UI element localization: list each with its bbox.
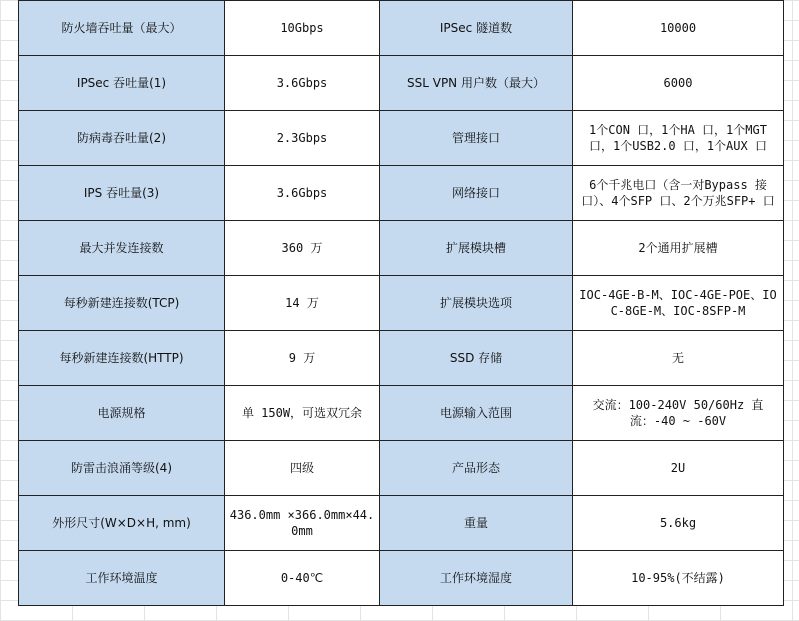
spec-table [18,0,784,606]
spec-value-cell: 2U [573,441,784,496]
spec-value-cell: 2个通用扩展槽 [573,221,784,276]
spec-value-cell: 无 [573,331,784,386]
spec-label-cell: IPSec 隧道数 [380,1,573,56]
spec-label-cell: 扩展模块槽 [380,221,573,276]
spec-value-cell: 360 万 [225,221,380,276]
spec-label-cell: SSD 存储 [380,331,573,386]
spec-label-cell: 产品形态 [380,441,573,496]
table-row [19,111,784,166]
spec-value-cell: 9 万 [225,331,380,386]
spec-value-cell: 单 150W，可选双冗余 [225,386,380,441]
spec-label-cell: 网络接口 [380,166,573,221]
table-row [19,496,784,551]
spec-label-cell: 扩展模块选项 [380,276,573,331]
spec-label-cell: IPSec 吞吐量(1) [19,56,225,111]
spec-label-cell: SSL VPN 用户数（最大） [380,56,573,111]
spec-label-cell: 重量 [380,496,573,551]
spec-label-cell: 管理接口 [380,111,573,166]
spec-value-cell: 10-95%(不结露) [573,551,784,606]
table-row [19,166,784,221]
spec-value-cell: 5.6kg [573,496,784,551]
spec-value-cell: 2.3Gbps [225,111,380,166]
spec-value-cell: 14 万 [225,276,380,331]
spec-value-cell: IOC-4GE-B-M、IOC-4GE-POE、IOC-8GE-M、IOC-8SFP-M [573,276,784,331]
spec-value-cell: 3.6Gbps [225,166,380,221]
spec-value-cell: 6个千兆电口（含一对Bypass 接口）、4个SFP 口、2个万兆SFP+ 口 [573,166,784,221]
table-row [19,386,784,441]
spec-label-cell: IPS 吞吐量(3) [19,166,225,221]
spec-label-cell: 防火墙吞吐量（最大） [19,1,225,56]
spec-label-cell: 每秒新建连接数(TCP) [19,276,225,331]
spec-value-cell: 0-40℃ [225,551,380,606]
spec-label-cell: 外形尺寸(W×D×H, mm) [19,496,225,551]
table-row [19,221,784,276]
spec-label-cell: 防病毒吞吐量(2) [19,111,225,166]
spec-label-cell: 防雷击浪涌等级(4) [19,441,225,496]
table-row [19,551,784,606]
spec-value-cell: 436.0mm ×366.0mm×44.0mm [225,496,380,551]
table-row [19,441,784,496]
spec-value-cell: 3.6Gbps [225,56,380,111]
spec-label-cell: 工作环境温度 [19,551,225,606]
table-row [19,56,784,111]
spec-label-cell: 电源规格 [19,386,225,441]
spec-value-cell: 1个CON 口，1个HA 口，1个MGT 口，1个USB2.0 口，1个AUX 口 [573,111,784,166]
spec-label-cell: 电源输入范围 [380,386,573,441]
table-row [19,276,784,331]
spec-value-cell: 10Gbps [225,1,380,56]
spec-value-cell: 6000 [573,56,784,111]
spec-value-cell: 四级 [225,441,380,496]
table-row [19,1,784,56]
spec-value-cell: 10000 [573,1,784,56]
spec-label-cell: 工作环境湿度 [380,551,573,606]
spec-value-cell: 交流：100-240V 50/60Hz 直流：-40 ~ -60V [573,386,784,441]
spec-label-cell: 每秒新建连接数(HTTP) [19,331,225,386]
table-row [19,331,784,386]
spec-label-cell: 最大并发连接数 [19,221,225,276]
